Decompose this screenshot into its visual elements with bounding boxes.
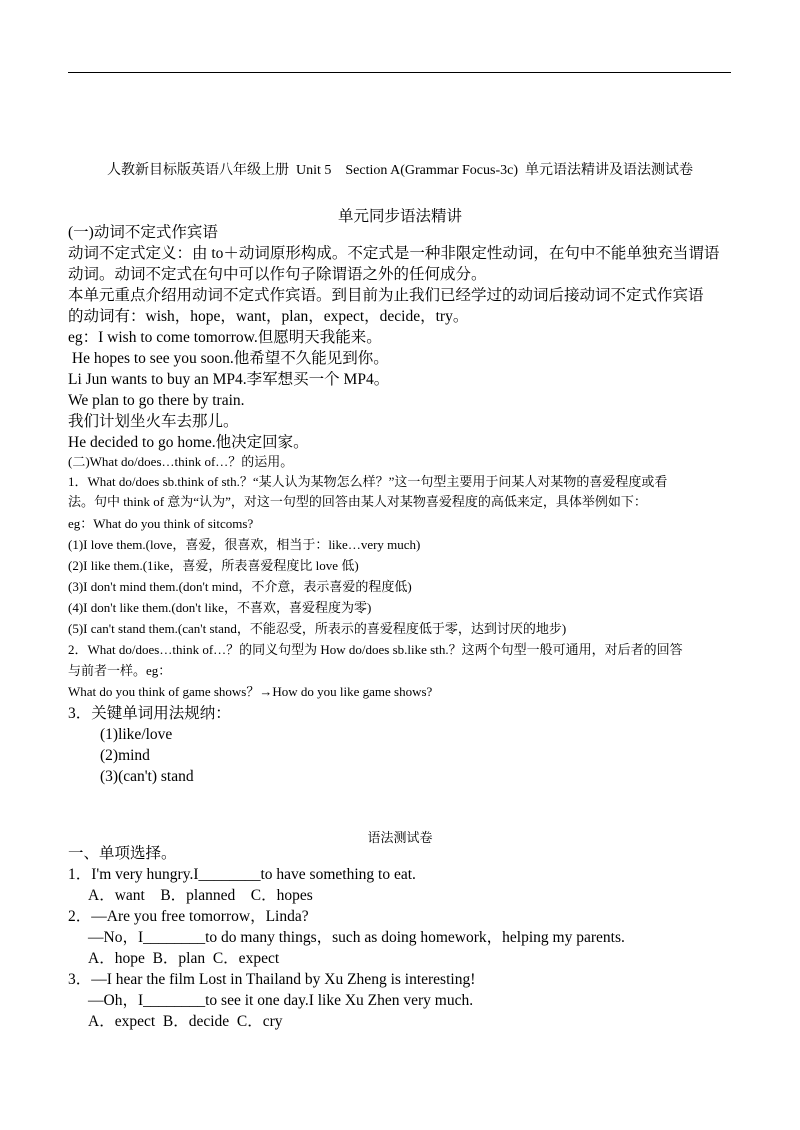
- answer-item: (3)I don't mind them.(don't mind，不介意，表示喜爱的程度低): [68, 579, 412, 594]
- question-1-options: A．want B．planned C．hopes: [88, 887, 313, 904]
- definition-line: 动词。动词不定式在句中可以作句子除谓语之外的任何成分。: [68, 266, 487, 283]
- answer-item: (1)I love them.(love，喜爱，很喜欢，相当于：like…very much): [68, 537, 421, 552]
- document-title: 人教新目标版英语八年级上册 Unit 5 Section A(Grammar Focus-3c) 单元语法精讲及语法测试卷: [106, 163, 693, 178]
- question-3-line: —Oh，I________to see it one day.I like Xu Zhen very much.: [88, 992, 474, 1009]
- part2-heading: (二)What do/does…think of…？的运用。: [68, 454, 294, 469]
- question-3: 3．—I hear the film Lost in Thailand by Xu Zheng is interesting!: [68, 971, 476, 988]
- explanation-line: 1．What do/does sb.think of sth.？“某人认为某物怎么样？”这一句型主要用于问某人对某物的喜爱程度或看: [68, 474, 668, 489]
- explanation-line: 法。句中 think of 意为“认为”，对这一句型的回答由某人对某物喜爱程度的高低来定，具体举例如下：: [68, 494, 647, 509]
- question-2-line: —No，I________to do many things，such as doing homework，helping my parents.: [88, 929, 625, 946]
- example-sentence: eg：I wish to come tomorrow.但愿明天我能来。: [68, 329, 382, 346]
- section-heading-grammar: 单元同步语法精讲: [337, 208, 462, 225]
- vocab-item: (3)(can't) stand: [100, 768, 194, 785]
- section-heading-test: 语法测试卷: [367, 830, 433, 845]
- example-sentence: 我们计划坐火车去那儿。: [68, 413, 239, 430]
- question-3-options: A．expect B．decide C．cry: [88, 1013, 283, 1030]
- answer-item: (5)I can't stand them.(can't stand，不能忍受，所表示的喜爱程度低于零，达到讨厌的地步): [68, 621, 567, 636]
- example-sentence: We plan to go there by train.: [68, 392, 245, 409]
- answer-item: (4)I don't like them.(don't like，不喜欢，喜爱程度为零): [68, 600, 372, 615]
- example-question: eg：What do you think of sitcoms?: [68, 516, 254, 531]
- focus-line: 的动词有：wish，hope，want，plan，expect，decide，try。: [68, 308, 469, 325]
- vocab-heading: 3．关键单词用法规纳：: [68, 705, 231, 722]
- test-part-heading: 一、单项选择。: [68, 845, 177, 862]
- vocab-item: (2)mind: [100, 747, 150, 764]
- explanation-line: 2．What do/does…think of…？的同义句型为 How do/does sb.like sth.？这两个句型一般可通用，对后者的回答: [68, 642, 683, 657]
- example-sentence: He hopes to see you soon.他希望不久能见到你。: [68, 350, 389, 367]
- question-2: 2．—Are you free tomorrow，Linda?: [68, 908, 309, 925]
- vocab-item: (1)like/love: [100, 726, 173, 743]
- example-sentence: Li Jun wants to buy an MP4.李军想买一个 MP4。: [68, 371, 390, 388]
- focus-line: 本单元重点介绍用动词不定式作宾语。到目前为止我们已经学过的动词后接动词不定式作宾语: [68, 287, 704, 304]
- example-question: What do you think of game shows？→How do you like game shows?: [68, 684, 433, 699]
- explanation-line: 与前者一样。eg：: [68, 663, 172, 678]
- definition-line: 动词不定式定义：由 to＋动词原形构成。不定式是一种非限定性动词，在句中不能单独充当谓语: [68, 245, 720, 262]
- example-sentence: He decided to go home.他决定回家。: [68, 434, 309, 451]
- question-2-options: A．hope B．plan C．expect: [88, 950, 280, 967]
- answer-item: (2)I like them.(1ike，喜爱，所表喜爱程度比 love 低): [68, 558, 359, 573]
- part1-heading: (一)动词不定式作宾语: [68, 224, 218, 241]
- question-1: 1．I'm very hungry.I________to have something to eat.: [68, 866, 416, 883]
- header-rule: [68, 72, 731, 73]
